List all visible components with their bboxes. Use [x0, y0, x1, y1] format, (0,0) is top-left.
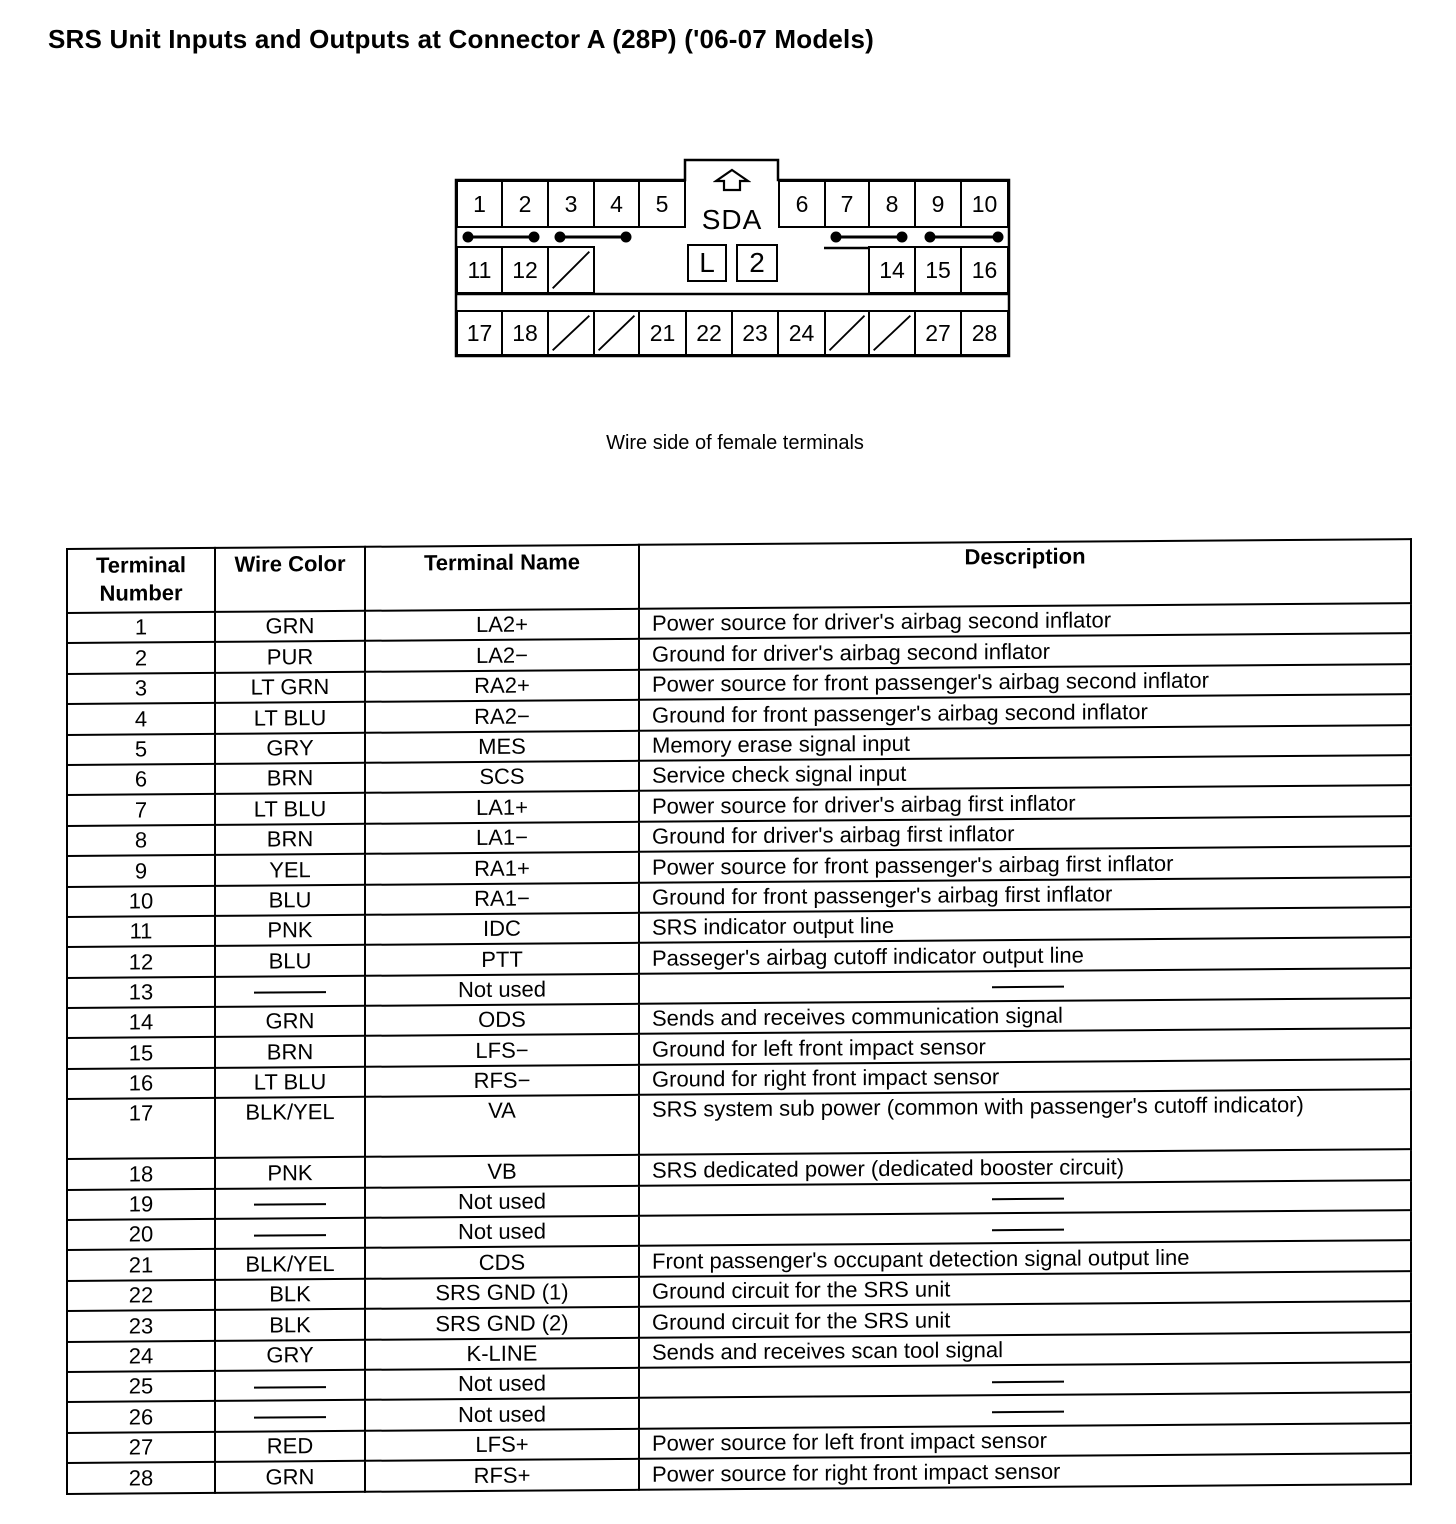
terminal-cell: 9	[914, 180, 962, 228]
terminal-name-cell: LFS+	[365, 1429, 639, 1461]
table-header-row	[67, 539, 1411, 613]
sda-label: SDA	[701, 204, 763, 235]
blank-cavity	[547, 310, 595, 356]
terminal-cell: 14	[868, 246, 916, 294]
terminal-name-cell: LA2+	[365, 609, 639, 641]
description-cell: Power source for left front impact sensor	[639, 1423, 1411, 1459]
terminal-name-cell: K-LINE	[365, 1337, 639, 1369]
wire-color-cell: LT BLU	[215, 793, 365, 824]
terminal-cell: 17	[456, 310, 503, 356]
terminal-cell: 24	[777, 310, 826, 356]
terminal-cell: 7	[824, 180, 870, 228]
terminal-number-cell: 25	[67, 1371, 215, 1402]
terminal-number-cell: 6	[67, 764, 215, 795]
terminal-name-cell: MES	[365, 730, 639, 762]
terminal-name-cell: IDC	[365, 913, 639, 945]
terminal-name-cell: ODS	[365, 1004, 639, 1036]
dash-mark	[254, 1416, 326, 1419]
terminal-cell: 5	[638, 180, 686, 228]
terminal-number-cell: 26	[67, 1401, 215, 1432]
dash-mark	[992, 1411, 1064, 1414]
description-cell: Sends and receives communication signal	[639, 998, 1411, 1034]
key-label	[685, 160, 779, 246]
terminal-number-cell: 22	[67, 1280, 215, 1311]
terminal-number-cell: 24	[67, 1341, 215, 1372]
wire-color-cell: GRY	[215, 732, 365, 763]
terminal-number-cell: 2	[67, 642, 215, 673]
wire-color-cell	[215, 1400, 365, 1431]
terminal-number-cell: 28	[67, 1462, 215, 1493]
terminal-number-cell: 23	[67, 1310, 215, 1341]
terminal-cell: 28	[960, 310, 1009, 356]
terminal-name-cell: Not used	[365, 1398, 639, 1430]
wire-color-cell: LT BLU	[215, 1067, 365, 1098]
dash-mark	[992, 1380, 1064, 1383]
terminal-cell: 6	[778, 180, 826, 228]
terminal-name-cell: LA2−	[365, 639, 639, 671]
description-cell: Memory erase signal input	[639, 725, 1411, 761]
terminal-name-cell: LFS−	[365, 1034, 639, 1066]
wire-color-cell: BLK/YEL	[215, 1097, 365, 1158]
description-cell: Power source for front passenger's airbag first inflator	[639, 846, 1411, 882]
description-cell: SRS dedicated power (dedicated booster circuit)	[639, 1149, 1411, 1185]
terminal-number-cell: 18	[67, 1158, 215, 1189]
dash-mark	[254, 1386, 326, 1389]
terminal-name-cell: SCS	[365, 761, 639, 793]
terminal-name-cell: RA1+	[365, 852, 639, 884]
description-cell: Power source for right front impact sensor	[639, 1453, 1411, 1489]
wire-color-cell	[215, 975, 365, 1006]
terminal-cell: 23	[731, 310, 779, 356]
description-cell: Ground for right front impact sensor	[639, 1059, 1411, 1095]
wire-color-cell: LT GRN	[215, 672, 365, 703]
terminal-number-cell: 10	[67, 885, 215, 916]
terminal-cell: 11	[456, 246, 503, 294]
terminal-number-cell: 14	[67, 1007, 215, 1038]
wire-color-cell: GRY	[215, 1339, 365, 1370]
terminal-name-cell: VA	[365, 1095, 639, 1157]
blank-cavity	[547, 246, 595, 294]
terminal-number-cell: 8	[67, 825, 215, 856]
terminal-cell: 2	[501, 180, 549, 228]
wire-color-cell: PNK	[215, 1157, 365, 1188]
terminal-name-cell: Not used	[365, 1368, 639, 1400]
key-box-l: L	[687, 244, 727, 282]
terminal-name-cell: LA1−	[365, 822, 639, 854]
wire-color-cell: RED	[215, 1431, 365, 1462]
terminal-name-cell: LA1+	[365, 791, 639, 823]
terminal-name-cell: SRS GND (2)	[365, 1307, 639, 1339]
wire-color-cell	[215, 1187, 365, 1218]
terminal-cell: 16	[960, 246, 1009, 294]
page-title: SRS Unit Inputs and Outputs at Connector A (28P) ('06-07 Models)	[48, 24, 874, 54]
wire-color-cell: BRN	[215, 1036, 365, 1067]
description-cell: SRS system sub power (common with passenger's cutoff indicator)	[639, 1089, 1411, 1155]
blank-cavity	[593, 310, 640, 356]
wire-color-cell: BLU	[215, 945, 365, 976]
wire-color-cell	[215, 1370, 365, 1401]
description-cell: Sends and receives scan tool signal	[639, 1332, 1411, 1368]
description-cell: Ground for driver's airbag first inflator	[639, 816, 1411, 852]
blank-cavity	[868, 310, 916, 356]
wire-color-cell: BLK/YEL	[215, 1248, 365, 1279]
key-box-2: 2	[736, 244, 778, 282]
terminal-number-cell: 15	[67, 1037, 215, 1068]
header-wire-color: Wire Color	[215, 547, 365, 612]
description-cell: Power source for front passenger's airbag second inflator	[639, 664, 1411, 700]
terminal-name-cell: Not used	[365, 1185, 639, 1217]
terminal-number-cell: 20	[67, 1219, 215, 1250]
terminal-number-cell: 7	[67, 794, 215, 825]
header-description: Description	[639, 539, 1411, 609]
terminal-name-cell: RFS+	[365, 1459, 639, 1491]
terminal-name-cell: Not used	[365, 973, 639, 1005]
terminal-number-cell: 4	[67, 703, 215, 734]
terminal-name-cell: RA2+	[365, 670, 639, 702]
dash-mark	[992, 1198, 1064, 1201]
wire-color-cell: LT BLU	[215, 702, 365, 733]
wire-color-cell: YEL	[215, 854, 365, 885]
up-arrow-icon	[713, 168, 751, 192]
description-cell: Ground for driver's airbag second inflator	[639, 634, 1411, 670]
terminal-number-cell: 3	[67, 673, 215, 704]
terminal-number-cell: 13	[67, 977, 215, 1008]
terminal-number-cell: 17	[67, 1098, 215, 1159]
dash-mark	[254, 991, 326, 994]
terminal-cell: 4	[593, 180, 640, 228]
description-cell: Power source for driver's airbag second inflator	[639, 603, 1411, 639]
table-body	[67, 603, 1411, 1493]
wire-color-cell: PNK	[215, 915, 365, 946]
wire-color-cell: GRN	[215, 1006, 365, 1037]
terminal-number-cell: 5	[67, 733, 215, 764]
dash-mark	[992, 1228, 1064, 1231]
wire-color-cell: GRN	[215, 1461, 365, 1492]
description-cell: Power source for driver's airbag first inflator	[639, 785, 1411, 821]
description-cell: Ground circuit for the SRS unit	[639, 1301, 1411, 1337]
dash-mark	[992, 986, 1064, 989]
terminal-number-cell: 12	[67, 946, 215, 977]
terminal-name-cell: PTT	[365, 943, 639, 975]
header-terminal-number: Terminal Number	[67, 548, 215, 613]
header-terminal-name: Terminal Name	[365, 545, 639, 611]
terminal-cell: 21	[638, 310, 687, 356]
description-cell: Passeger's airbag cutoff indicator output line	[639, 937, 1411, 973]
description-cell: Front passenger's occupant detection signal output line	[639, 1241, 1411, 1277]
terminal-cell: 15	[914, 246, 962, 294]
wire-color-cell: BLU	[215, 884, 365, 915]
terminal-cell: 12	[501, 246, 549, 294]
terminal-cell: 10	[960, 180, 1009, 228]
terminal-name-cell: VB	[365, 1155, 639, 1187]
terminal-cell: 8	[868, 180, 916, 228]
terminal-number-cell: 19	[67, 1189, 215, 1220]
blank-cavity	[824, 310, 870, 356]
description-cell: SRS indicator output line	[639, 907, 1411, 943]
wire-color-cell	[215, 1218, 365, 1249]
terminal-cell: 1	[456, 180, 503, 228]
terminal-name-cell: RA1−	[365, 882, 639, 914]
wire-color-cell: GRN	[215, 611, 365, 642]
terminal-table	[66, 538, 1412, 1494]
terminal-number-cell: 11	[67, 916, 215, 947]
connector-diagram	[452, 156, 1014, 362]
wire-color-cell: BLK	[215, 1309, 365, 1340]
description-cell: Ground for left front impact sensor	[639, 1029, 1411, 1065]
connector-caption: Wire side of female terminals	[606, 432, 864, 454]
description-cell: Service check signal input	[639, 755, 1411, 791]
terminal-name-cell: RA2−	[365, 700, 639, 732]
description-cell: Ground for front passenger's airbag second inflator	[639, 694, 1411, 730]
terminal-name-cell: RFS−	[365, 1065, 639, 1097]
terminal-number-cell: 9	[67, 855, 215, 886]
dash-mark	[254, 1234, 326, 1237]
terminal-name-cell: CDS	[365, 1246, 639, 1278]
terminal-number-cell: 16	[67, 1068, 215, 1099]
terminal-cell: 27	[914, 310, 962, 356]
wire-color-cell: BRN	[215, 824, 365, 855]
terminal-cell: 3	[547, 180, 595, 228]
table-row	[67, 1089, 1411, 1159]
description-cell: Ground circuit for the SRS unit	[639, 1271, 1411, 1307]
terminal-number-cell: 27	[67, 1432, 215, 1463]
description-cell: Ground for front passenger's airbag first inflator	[639, 877, 1411, 913]
terminal-name-cell: SRS GND (1)	[365, 1277, 639, 1309]
terminal-number-cell: 21	[67, 1249, 215, 1280]
dash-mark	[254, 1203, 326, 1206]
terminal-number-cell: 1	[67, 612, 215, 643]
wire-color-cell: PUR	[215, 641, 365, 672]
terminal-cell: 22	[685, 310, 733, 356]
wire-color-cell: BRN	[215, 763, 365, 794]
terminal-name-cell: Not used	[365, 1216, 639, 1248]
terminal-cell: 18	[501, 310, 549, 356]
wire-color-cell: BLK	[215, 1279, 365, 1310]
